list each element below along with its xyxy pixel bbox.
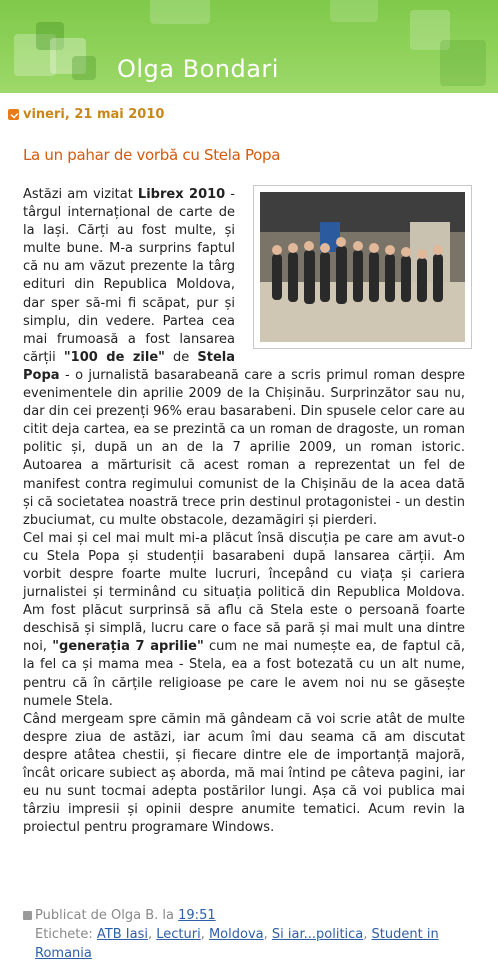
separator: , [363, 927, 372, 942]
published-row [23, 906, 473, 925]
header-decoration [440, 40, 486, 86]
labels-prefix: Etichete: [35, 927, 97, 942]
label-link[interactable]: Student in Romania [35, 927, 439, 961]
label-link[interactable]: Si iar...politica [271, 927, 364, 942]
blog-header [0, 0, 498, 93]
text-span: de [164, 349, 198, 365]
bold-text: "100 de zile" [63, 349, 165, 365]
photo-illustration [260, 192, 465, 342]
label-link[interactable]: Moldova [208, 927, 264, 942]
text-span: - o jurnalistă basarabeană care a scris primul roman despre evenimentele din aprilie 2009 de la Chișinău. Surprinzător sau nu, dar din cei prezenți 96% erau basarabeni. Din spusele celor care au citit deja cartea, ea se prezintă ca un roman de dragoste, un roman politic și, după un an de la 7 aprilie 2009, un roman istoric. Autoarea a mărturisit că acest roman a reprezentat un fel de manifest contra regimului comunist de la Chișinău de la acea dată și că societatea noastră trece prin destinul protagonistei - un destin zbuciumat, cu multe obstacole, dezamăgiri și pierderi. [23, 367, 465, 528]
text-span: Astăzi am vizitat [23, 187, 138, 202]
separator: , [200, 927, 209, 942]
text-span: - târgul internațional de carte de la Iași. Cărți au fost multe, și multe bune. M-a surprins faptul că nu am văzut prezente la târg edituri din Republica Moldova, dar sper să-mi fi scăpat, pur și simplu, din vedere. Partea cea mai frumoasă a fost lansarea cărții [23, 187, 235, 365]
bold-text: Stela Popa [23, 349, 236, 383]
post-footer [23, 906, 473, 963]
header-decoration [150, 0, 210, 24]
pencil-icon [23, 911, 32, 920]
header-decoration [72, 56, 96, 80]
post-date: vineri, 21 mai 2010 [23, 107, 165, 122]
bold-text: Librex 2010 [137, 187, 226, 202]
text-span: Cel mai și cel mai mult mi-a plăcut însă discuția pe care am avut-o cu Stela Popa și studenții basarabeni după lansarea cărții. Am vorbit despre foarte multe lucruri, începând cu viața și cariera jurnalistei și terminând cu situația politică din Republica Moldova. Am fost plăcut surprinsă să aflu că Stela este o persoană foarte deschisă și simplă, lucru care o face să pară și mai mult una dintre noi, [23, 530, 465, 655]
post-paragraph-3: Când mergeam spre cămin mă gândeam că voi scrie atât de multe despre ziua de astăzi, iar acum îmi dau seama că am discutat despre atâtea chestii, și fiecare dintre ele de importanță majoră, încât oricare subiect aș aborda, mă mai întind pe câteva pagini, iar eu nu sunt tocmai adepta postărilor lungi. Așa că voi publica mai târziu impresii și opinii despre anumite tematici. Acum revin la proiectul pentru programare Windows. [23, 711, 465, 836]
published-label: Publicat de Olga B. la [35, 908, 179, 923]
post-date-row [8, 107, 164, 122]
separator: , [263, 927, 272, 942]
label-link[interactable]: Lecturi [156, 927, 201, 942]
photo-icon [260, 192, 465, 342]
text-span: cum ne mai numește ea, de faptul că, la fel ca și mama mea - Stela, ea a fost botezată cu un alt nume, pentru că în cărțile religioase pe care le avem noi nu se găsește numele Stela. [23, 639, 466, 709]
label-link[interactable]: ATB Iasi [96, 927, 148, 942]
blog-title[interactable]: Olga Bondari [117, 55, 279, 83]
post-photo[interactable] [253, 185, 472, 349]
separator: , [147, 927, 157, 942]
post-time-link[interactable]: 19:51 [178, 908, 216, 923]
header-decoration [330, 0, 378, 22]
post-paragraph-2 [23, 530, 465, 711]
labels-row [23, 925, 473, 963]
post-title[interactable]: La un pahar de vorbă cu Stela Popa [23, 146, 281, 164]
bold-text: "generația 7 aprilie" [52, 639, 204, 655]
date-arrow-icon [8, 109, 19, 120]
